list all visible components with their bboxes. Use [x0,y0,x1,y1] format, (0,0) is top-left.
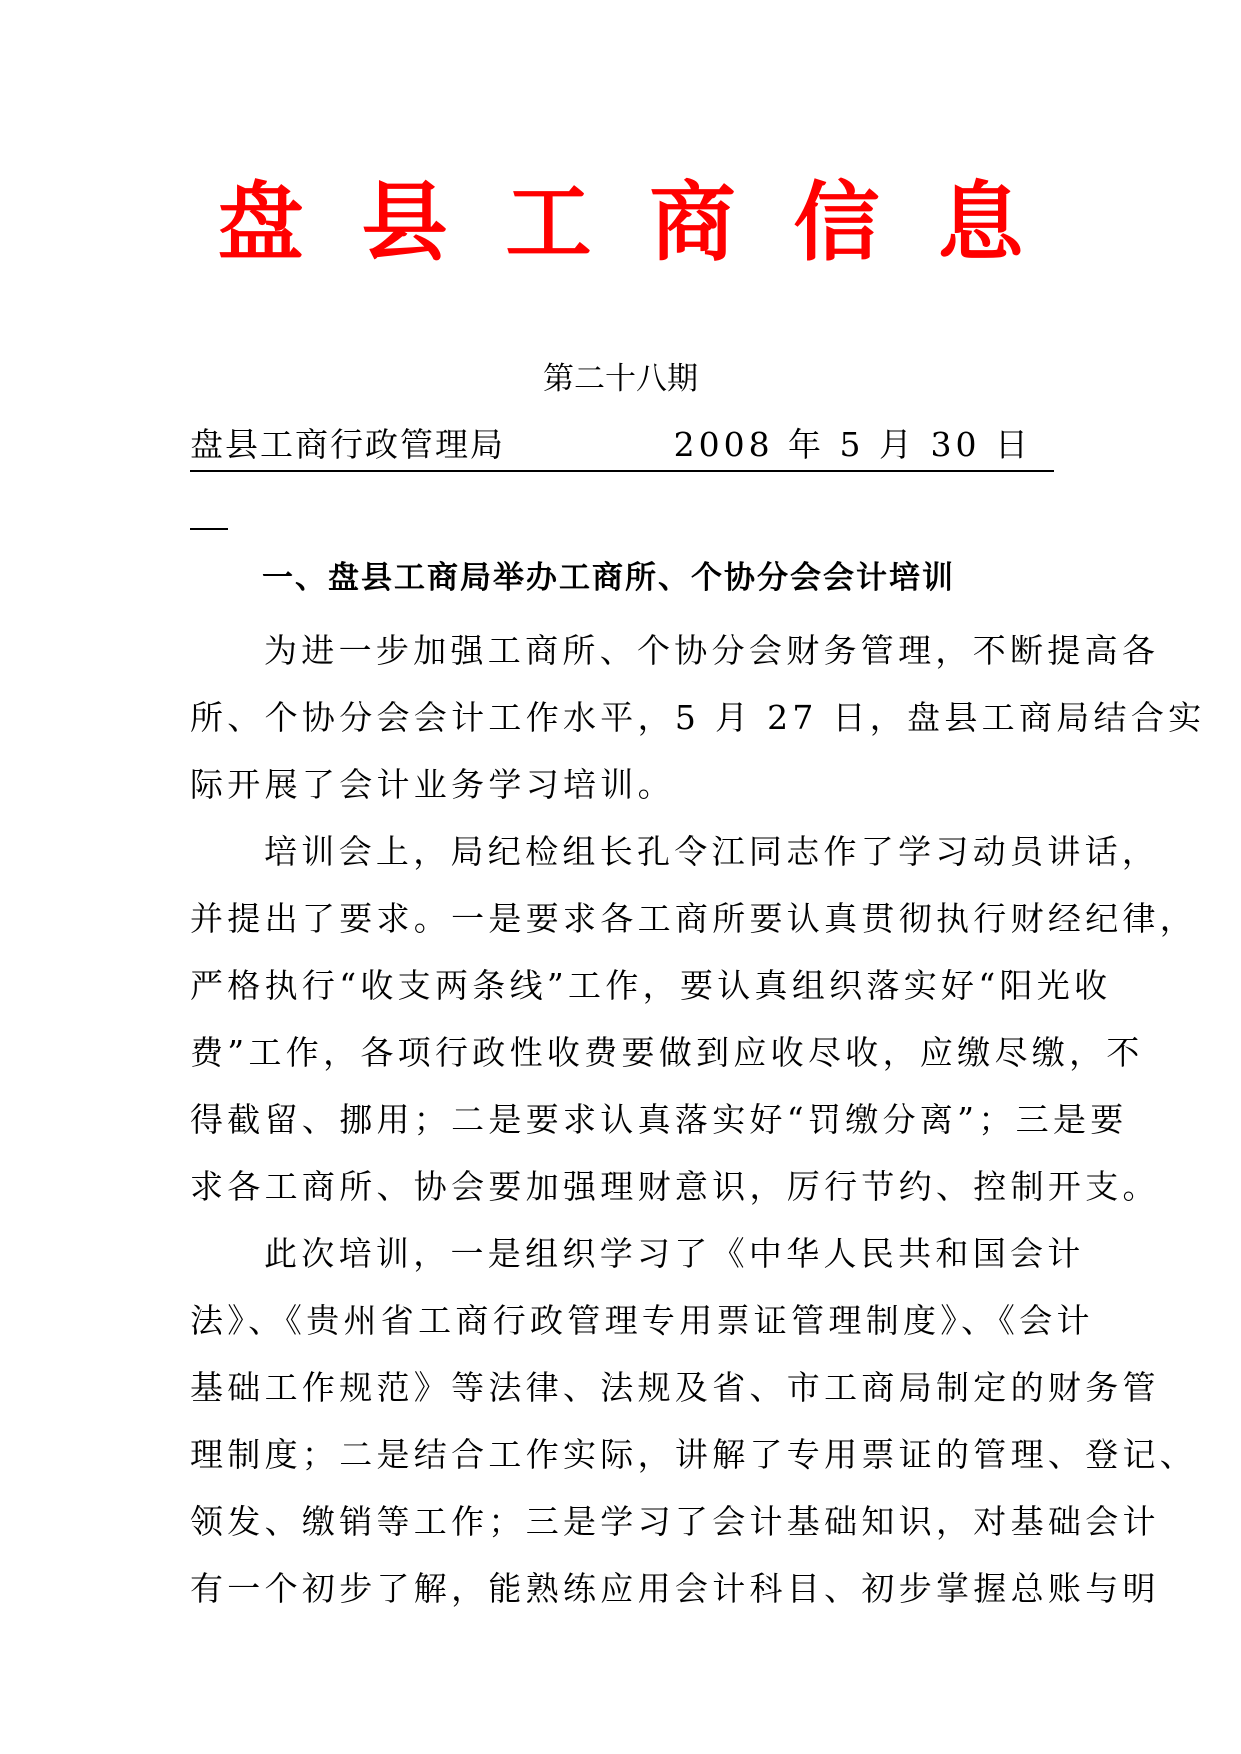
article-body [190,617,1206,1622]
masthead-title: 盘县工商信息 [217,172,1082,273]
short-divider [190,528,228,530]
body-line: 此次培训，一是组织学习了《中华人民共和国会计 [264,1234,1085,1273]
body-line: 费”工作，各项行政性收费要做到应收尽收，应缴尽缴，不 [190,1033,1144,1072]
body-line: 求各工商所、协会要加强理财意识，厉行节约、控制开支。 [190,1167,1160,1206]
body-line: 理制度；二是结合工作实际，讲解了专用票证的管理、登记、 [190,1435,1198,1474]
body-line: 基础工作规范》等法律、法规及省、市工商局制定的财务管 [190,1368,1160,1407]
body-line: 并提出了要求。一是要求各工商所要认真贯彻执行财经纪律， [190,899,1198,938]
publish-date: 2008 年 5 月 30 日 [673,425,1032,464]
body-line: 有一个初步了解，能熟练应用会计科目、初步掌握总账与明 [190,1569,1160,1608]
body-line: 得截留、挪用；二是要求认真落实好“罚缴分离”；三是要 [190,1100,1128,1139]
issue-number: 第二十八期 [543,361,698,397]
body-line: 际开展了会计业务学习培训。 [190,765,675,804]
article-headline: 一、盘县工商局举办工商所、个协分会会计培训 [262,560,955,596]
body-line: 法》、《贵州省工商行政管理专用票证管理制度》、《会计 [190,1301,1094,1340]
body-line: 培训会上，局纪检组长孔令江同志作了学习动员讲话， [264,832,1160,871]
body-line: 领发、缴销等工作；三是学习了会计基础知识，对基础会计 [190,1502,1160,1541]
body-line: 严格执行“收支两条线”工作，要认真组织落实好“阳光收 [190,966,1112,1005]
header-rule-line [190,422,1054,472]
organization-name: 盘县工商行政管理局 [190,425,505,464]
body-line: 所、个协分会会计工作水平，5 月 27 日，盘县工商局结合实 [190,698,1206,737]
body-line: 为进一步加强工商所、个协分会财务管理，不断提高各 [264,631,1160,670]
